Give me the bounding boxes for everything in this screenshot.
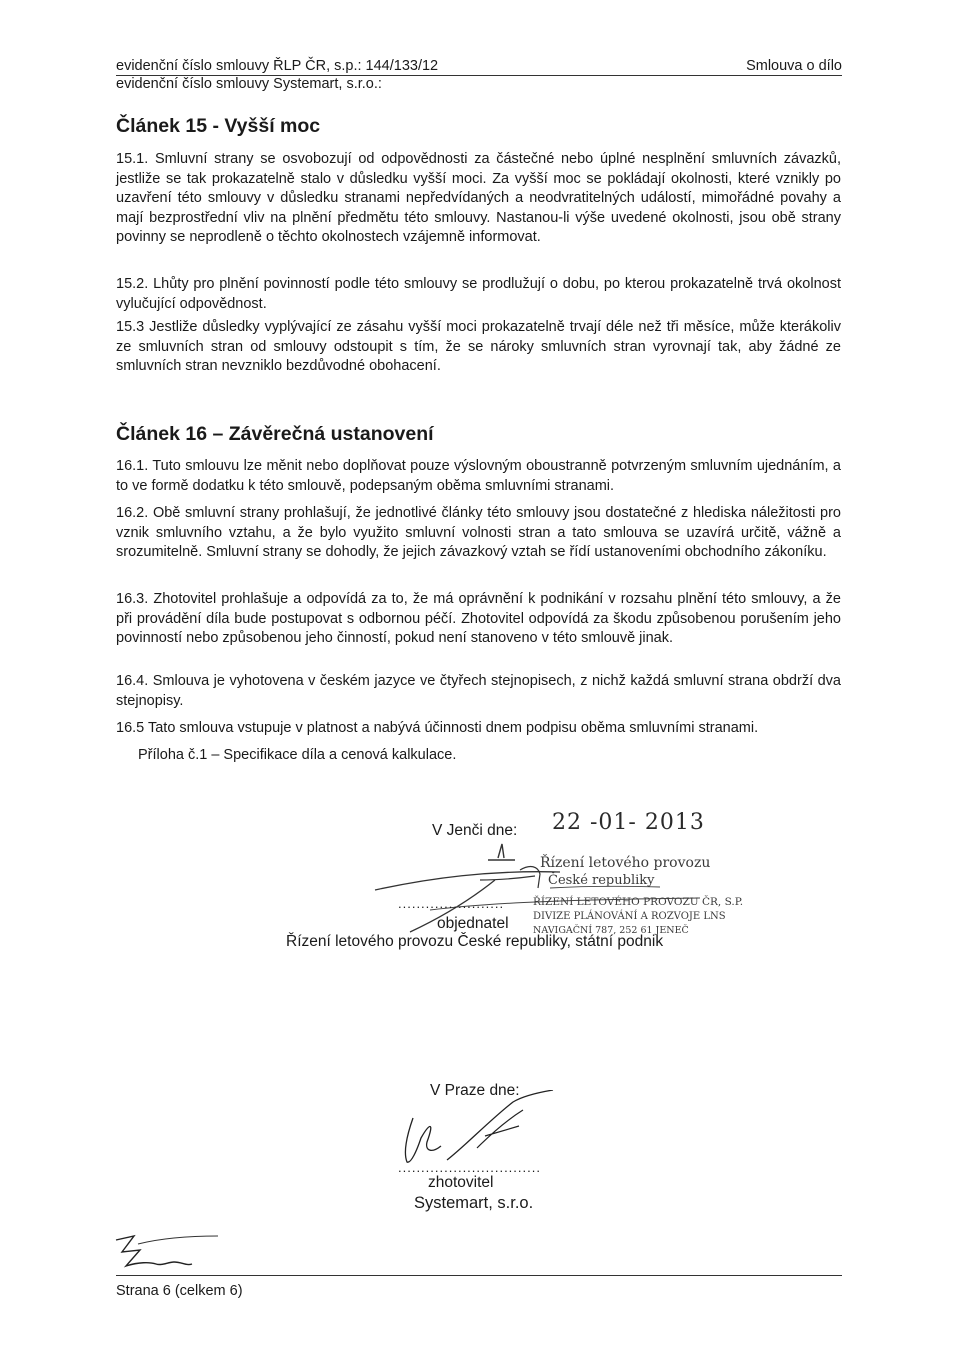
clause-16-1: 16.1. Tuto smlouvu lze měnit nebo doplňovat pouze výslovným oboustranně potvrzeným smluvním ujednáním, a to ve formě dodatku k této smlouvě, podepsaným oběma smluvními stranami.: [116, 458, 841, 494]
stamp-line-4: DIVIZE PLÁNOVÁNÍ A ROZVOJE LNS: [533, 911, 726, 922]
stamp-line-2: České republiky: [548, 873, 655, 888]
attachment-note: Příloha č.1 – Specifikace díla a cenová kalkulace.: [138, 747, 457, 763]
stamp-line-3: ŘÍZENÍ LETOVÉHO PROVOZU ČR, S.P.: [533, 896, 744, 908]
date-stamp: 22 -01- 2013: [552, 810, 705, 835]
contractor-place-label: V Praze dne:: [430, 1082, 520, 1099]
footer-divider: [116, 1275, 842, 1276]
article-16-title: Článek 16 – Závěrečná ustanovení: [116, 423, 434, 445]
stamp-line-1: Řízení letového provozu: [540, 855, 711, 871]
client-organization: Řízení letového provozu České republiky, státní podnik: [286, 933, 664, 950]
clause-15-1: 15.1. Smluvní strany se osvobozují od odpovědnosti za částečné nebo úplné nesplnění smluvních závazků, jestliže se tak prokazatelně stalo v důsledku vyšší moci. Za vyšší moc se pokládají okolnosti, které vznikly po uzavření této smlouvy v důsledku stranami nepředvídaných a neodvratitelných událostí, mimořádné povahy a mají bezprostřední vliv na plnění předmětu této smlouvy. Nastanou-li výše uvedené okolnosti, jsou obě strany povinny se neprodleně o těchto okolnostech vzájemně informovat.: [116, 151, 841, 245]
clause-16-5: 16.5 Tato smlouva vstupuje v platnost a nabývá účinnosti dnem podpisu oběma smluvními stranami.: [116, 720, 759, 736]
page-number: Strana 6 (celkem 6): [116, 1283, 243, 1299]
clause-16-4: 16.4. Smlouva je vyhotovena v českém jazyce ve čtyřech stejnopisech, z nichž každá smluvní strana obdrží dva stejnopisy.: [116, 673, 841, 709]
clause-16-2: 16.2. Obě smluvní strany prohlašují, že jednotlivé články této smlouvy jsou dostatečné z hlediska náležitosti pro vznik smluvního vztahu, a že bylo využito smluvní volnosti stran a tato smlouva se uzavírá určitě, vážně a srozumitelně. Smluvní strany se dohodly, že jejich závazkový vztah se řídí ustanoveními obchodního zákoníku.: [116, 505, 841, 560]
clause-15-2: 15.2. Lhůty pro plnění povinností podle této smlouvy se prodlužují o dobu, po kterou prokazatelně trvá okolnost vylučující odpovědnost.: [116, 276, 841, 312]
header-divider: [116, 75, 842, 76]
clause-16-3: 16.3. Zhotovitel prohlašuje a odpovídá za to, že má oprávnění k podnikání v rozsahu plnění této smlouvy, a že při provádění díla bude postupovat s odbornou péčí. Zhotovitel odpovídá za škodu způsobenou porušením jeho povinností nebo způsobenou jeho činností, pokud není stanoveno v této smlouvě jinak.: [116, 591, 841, 646]
client-dots: .......................: [398, 896, 505, 911]
article-15-title: Článek 15 - Vyšší moc: [116, 115, 321, 137]
stamp-line-5: NAVIGAČNÍ 787, 252 61 JENEČ: [533, 925, 689, 936]
initials-signature: [112, 1232, 222, 1274]
contractor-organization: Systemart, s.r.o.: [414, 1194, 534, 1212]
contractor-handwritten-signature: [395, 1090, 570, 1170]
header-contract-number-systemart: evidenční číslo smlouvy Systemart, s.r.o.:: [116, 76, 382, 92]
client-role: objednatel: [437, 915, 509, 932]
clause-15-3: 15.3 Jestliže důsledky vyplývající ze zásahu vyšší moci prokazatelně trvají déle než tři měsíce, může kterákoliv ze smluvních stran od smlouvy odstoupit s tím, že se nároky smluvních stran vyrovnají tak, aby žádné ze smluvních stran nevzniklo bezdůvodné obohacení.: [116, 319, 841, 374]
contractor-role: zhotovitel: [428, 1174, 494, 1191]
header-contract-number-rlp: evidenční číslo smlouvy ŘLP ČR, s.p.: 144/133/12: [116, 58, 439, 74]
client-place-label: V Jenči dne:: [432, 822, 518, 839]
header-document-title: Smlouva o dílo: [746, 58, 842, 74]
contractor-dots: ...............................: [398, 1160, 541, 1175]
